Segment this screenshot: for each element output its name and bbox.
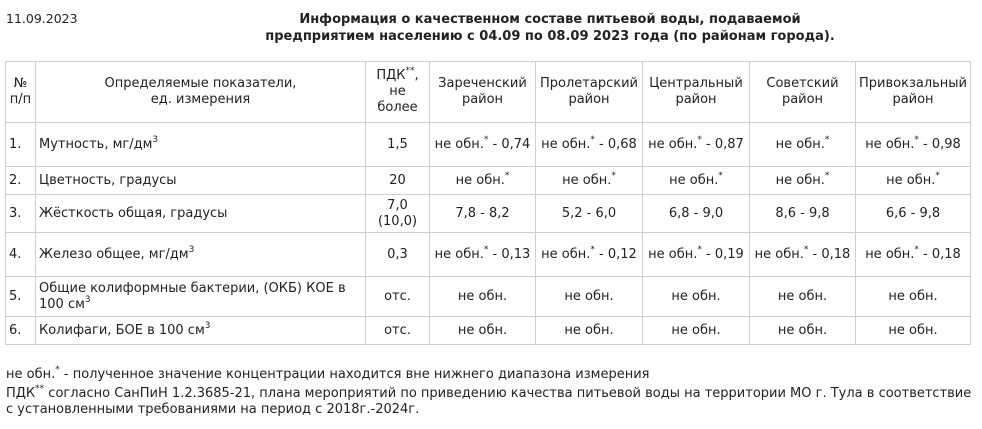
district-value <box>750 195 856 233</box>
value-main: не обн. <box>777 322 828 338</box>
value-main: не обн. <box>865 136 915 152</box>
value-main: не обн. <box>564 322 614 338</box>
indicator-unit-sup: 3 <box>152 134 159 145</box>
row-number: 2. <box>6 167 36 195</box>
table-row <box>6 123 971 167</box>
pdk-value: отс. <box>366 317 430 345</box>
header-num: № п/п <box>6 62 36 123</box>
district-value <box>750 123 856 167</box>
table-row <box>6 167 971 195</box>
value-footnote-sup: * <box>590 134 595 145</box>
header-district-proletarsky: Пролетарский район <box>536 62 643 123</box>
table-row <box>6 317 971 345</box>
indicator-name <box>36 195 366 233</box>
header-district-privokzalny: Привокзальный район <box>856 62 971 123</box>
footnote-1-term: не обн. <box>6 367 56 382</box>
table-body <box>6 123 971 345</box>
header-indicator <box>36 62 366 123</box>
indicator-name <box>36 123 366 167</box>
header-district-sovetsky: Советский район <box>750 62 856 123</box>
value-main: не обн. <box>648 136 698 152</box>
value-main: не обн. <box>886 172 936 188</box>
district-value <box>856 317 971 345</box>
footnote-2-text: согласно СанПиН 1.2.3685-21, плана мероприятий по приведению качества питьевой воды на территории МО г. Тула в соответствие с установленными требованиями на период с 2018г.-2024г. <box>6 386 972 417</box>
value-main: не обн. <box>671 322 721 338</box>
header-row <box>6 62 971 123</box>
district-value <box>750 317 856 345</box>
footnote-1-text: - полученное значение концентрации находится вне нижнего диапазона измерения <box>59 367 650 382</box>
value-main: не обн. <box>562 172 612 188</box>
value-footnote-sup: * <box>803 244 809 255</box>
district-value <box>856 167 971 195</box>
value-footnote-sup: * <box>824 170 830 181</box>
value-main: не обн. <box>541 136 591 152</box>
value-footnote-sup: * <box>504 170 510 181</box>
value-main: не обн. <box>434 246 484 262</box>
district-value <box>750 277 856 317</box>
district-value <box>536 167 643 195</box>
value-footnote-sup: * <box>483 244 489 255</box>
row-number: 4. <box>6 233 36 277</box>
row-number: 5. <box>6 277 36 317</box>
pdk-value: 20 <box>366 167 430 195</box>
footnotes <box>6 367 982 418</box>
value-range-end: - 0,19 <box>701 246 744 262</box>
district-value <box>536 277 643 317</box>
footnote-2-sup: ** <box>35 384 45 394</box>
value-main: не обн. <box>775 136 825 152</box>
indicator-name-text: Цветность, градусы <box>39 172 177 188</box>
indicator-name <box>36 167 366 195</box>
header-pdk <box>366 62 430 123</box>
district-value <box>856 277 971 317</box>
value-main: не обн. <box>669 172 719 188</box>
pdk-value: 0,3 <box>366 233 430 277</box>
value-main: 8,6 - 9,8 <box>775 205 830 221</box>
value-main: 7,8 - 8,2 <box>455 205 510 221</box>
value-main: не обн. <box>455 172 505 188</box>
indicator-name-text: Жёсткость общая, градусы <box>39 205 228 221</box>
title-line-2: предприятием населению с 04.09 по 08.09 2023 года (по районам города). <box>265 29 835 44</box>
value-footnote-sup: * <box>697 134 702 145</box>
district-value <box>430 167 536 195</box>
table-row <box>6 277 971 317</box>
report-date: 11.09.2023 <box>6 11 78 26</box>
indicator-name <box>36 317 366 345</box>
header-district-zarechensky: Зареченский район <box>430 62 536 123</box>
value-footnote-sup: * <box>590 244 595 255</box>
value-main: не обн. <box>457 322 508 338</box>
indicator-name <box>36 277 366 317</box>
header-indicator-line-1: Определяемые показатели, <box>104 76 297 91</box>
row-number: 1. <box>6 123 36 167</box>
district-value <box>643 233 750 277</box>
value-footnote-sup: * <box>914 134 919 145</box>
value-footnote-sup: * <box>914 244 919 255</box>
water-quality-table <box>5 61 971 345</box>
value-main: не обн. <box>888 288 938 304</box>
value-main: не обн. <box>775 172 825 188</box>
value-main: не обн. <box>564 288 614 304</box>
district-value <box>536 123 643 167</box>
value-range-end: - 0,18 <box>808 246 851 262</box>
value-main: 5,2 - 6,0 <box>561 205 617 221</box>
district-value <box>856 233 971 277</box>
indicator-name-text: Мутность, мг/дм <box>39 136 153 152</box>
district-value <box>536 195 643 233</box>
row-number: 6. <box>6 317 36 345</box>
district-value <box>430 277 536 317</box>
district-value <box>430 233 536 277</box>
value-range-end: - 0,68 <box>594 136 637 152</box>
district-value <box>430 123 536 167</box>
page-title <box>240 11 860 45</box>
district-value <box>643 277 750 317</box>
indicator-name-text: Колифаги, БОЕ в 100 см <box>39 322 205 338</box>
indicator-name-text: Общие колиформные бактерии, (ОКБ) КОЕ в 100 см <box>39 280 346 312</box>
indicator-name <box>36 233 366 277</box>
header-pdk-suffix: , не более <box>377 68 419 115</box>
pdk-value: отс. <box>366 277 430 317</box>
value-range-end: - 0,13 <box>488 246 531 262</box>
value-footnote-sup: * <box>611 170 616 181</box>
district-value <box>750 167 856 195</box>
district-value <box>536 317 643 345</box>
pdk-value: 1,5 <box>366 123 430 167</box>
value-main: не обн. <box>541 246 591 262</box>
table-row <box>6 195 971 233</box>
footnote-1 <box>6 367 982 383</box>
value-main: не обн. <box>434 136 484 152</box>
value-main: 6,8 - 9,0 <box>668 205 724 221</box>
indicator-unit-sup: 3 <box>188 244 195 255</box>
district-value <box>430 195 536 233</box>
footnote-2 <box>6 386 982 418</box>
header-indicator-line-2: ед. измерения <box>150 92 251 107</box>
district-value <box>750 233 856 277</box>
value-range-end: - 0,74 <box>488 136 531 152</box>
value-footnote-sup: * <box>697 244 702 255</box>
footnote-2-term: ПДК <box>6 386 36 401</box>
value-footnote-sup: * <box>935 170 940 181</box>
district-value <box>643 317 750 345</box>
value-footnote-sup: * <box>718 170 723 181</box>
district-value <box>856 123 971 167</box>
district-value <box>643 123 750 167</box>
value-main: 6,6 - 9,8 <box>885 205 941 221</box>
value-main: не обн. <box>648 246 698 262</box>
indicator-name-text: Железо общее, мг/дм <box>39 246 189 262</box>
value-range-end: - 0,87 <box>701 136 744 152</box>
value-range-end: - 0,18 <box>918 246 961 262</box>
value-footnote-sup: * <box>824 134 830 145</box>
pdk-value: 7,0 (10,0) <box>366 195 430 233</box>
value-main: не обн. <box>865 246 915 262</box>
value-main: не обн. <box>457 288 508 304</box>
indicator-unit-sup: 3 <box>84 294 91 305</box>
row-number: 3. <box>6 195 36 233</box>
header-pdk-label: ПДК <box>376 68 406 83</box>
value-footnote-sup: * <box>483 134 489 145</box>
table-row <box>6 233 971 277</box>
district-value <box>536 233 643 277</box>
district-value <box>643 167 750 195</box>
header-district-tsentralny: Центральный район <box>643 62 750 123</box>
value-range-end: - 0,98 <box>918 136 961 152</box>
value-main: не обн. <box>777 288 828 304</box>
value-main: не обн. <box>888 322 938 338</box>
value-main: не обн. <box>671 288 721 304</box>
title-line-1: Информация о качественном составе питьевой воды, подаваемой <box>299 12 801 27</box>
district-value <box>856 195 971 233</box>
value-range-end: - 0,12 <box>594 246 637 262</box>
indicator-unit-sup: 3 <box>204 320 211 331</box>
footnote-1-sup: * <box>55 365 60 375</box>
district-value <box>430 317 536 345</box>
value-main: не обн. <box>754 246 804 262</box>
district-value <box>643 195 750 233</box>
header-pdk-sup: ** <box>405 66 415 76</box>
